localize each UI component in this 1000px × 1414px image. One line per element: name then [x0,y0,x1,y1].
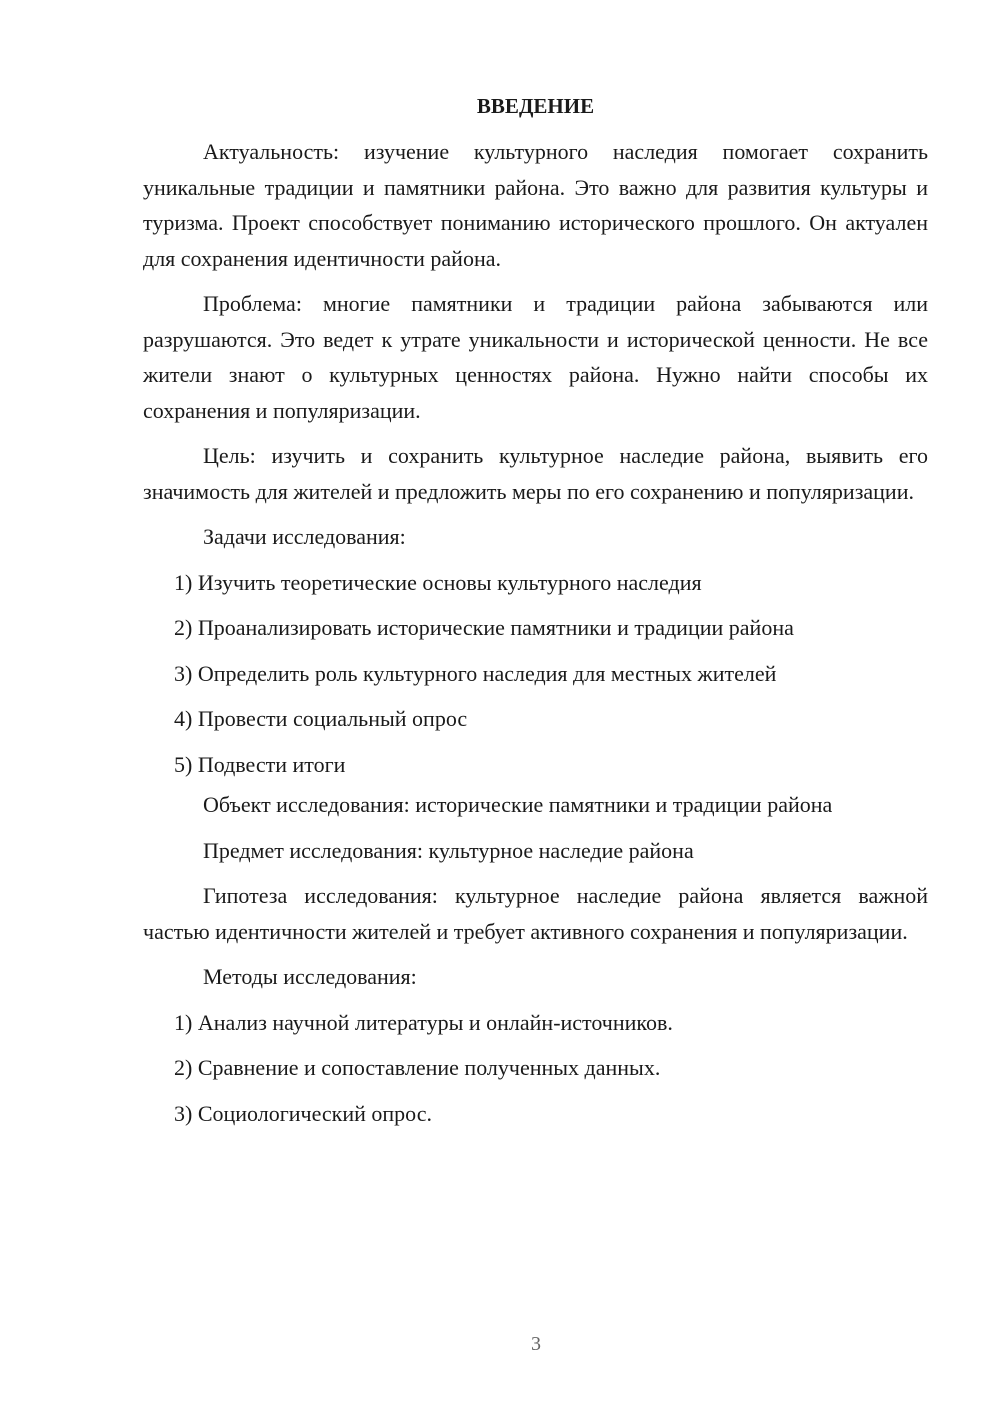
page-title: ВВЕДЕНИЕ [476,94,595,118]
list-item: 2) Сравнение и сопоставление полученных данных. [174,1055,661,1080]
methods-list [143,1005,928,1132]
list-item: 5) Подвести итоги [174,751,346,777]
goal-paragraph: Цель: изучить и сохранить культурное наследие района, выявить его значимость для жителей и предложить меры по его сохранению и популяризации. [143,443,928,504]
page-number: 3 [531,1333,541,1355]
list-item: 4) Провести социальный опрос [174,706,468,731]
methods-title: Методы исследования: [203,964,417,989]
list-item: 2) Проанализировать исторические памятники и традиции района [174,615,794,640]
relevance-paragraph: Актуальность: изучение культурного наследия помогает сохранить уникальные традиции и памятники района. Это важно для развития культуры и туризма. Проект способствует пониманию исторического прошлого. Он актуален для сохранения идентичности района. [143,139,928,271]
list-item: 1) Изучить теоретические основы культурного наследия [174,569,702,595]
list-item: 3) Социологический опрос. [174,1100,432,1126]
subject-paragraph: Предмет исследования: культурное наследие района [203,837,694,863]
tasks-title: Задачи исследования: [203,524,406,549]
object-paragraph: Объект исследования: исторические памятники и традиции района [203,792,833,817]
problem-paragraph: Проблема: многие памятники и традиции района забываются или разрушаются. Это ведет к утрате уникальности и исторической ценности. Не все жители знают о культурных ценностях района. Нужно найти способы их сохранения и популяризации. [143,291,928,423]
hypothesis-paragraph: Гипотеза исследования: культурное наследие района является важной частью идентичности жителей и требует активного сохранения и популяризации. [143,883,928,944]
list-item: 1) Анализ научной литературы и онлайн-источников. [174,1009,673,1035]
list-item: 3) Определить роль культурного наследия для местных жителей [174,660,777,686]
document-page [143,90,928,1141]
tasks-list [143,565,928,783]
